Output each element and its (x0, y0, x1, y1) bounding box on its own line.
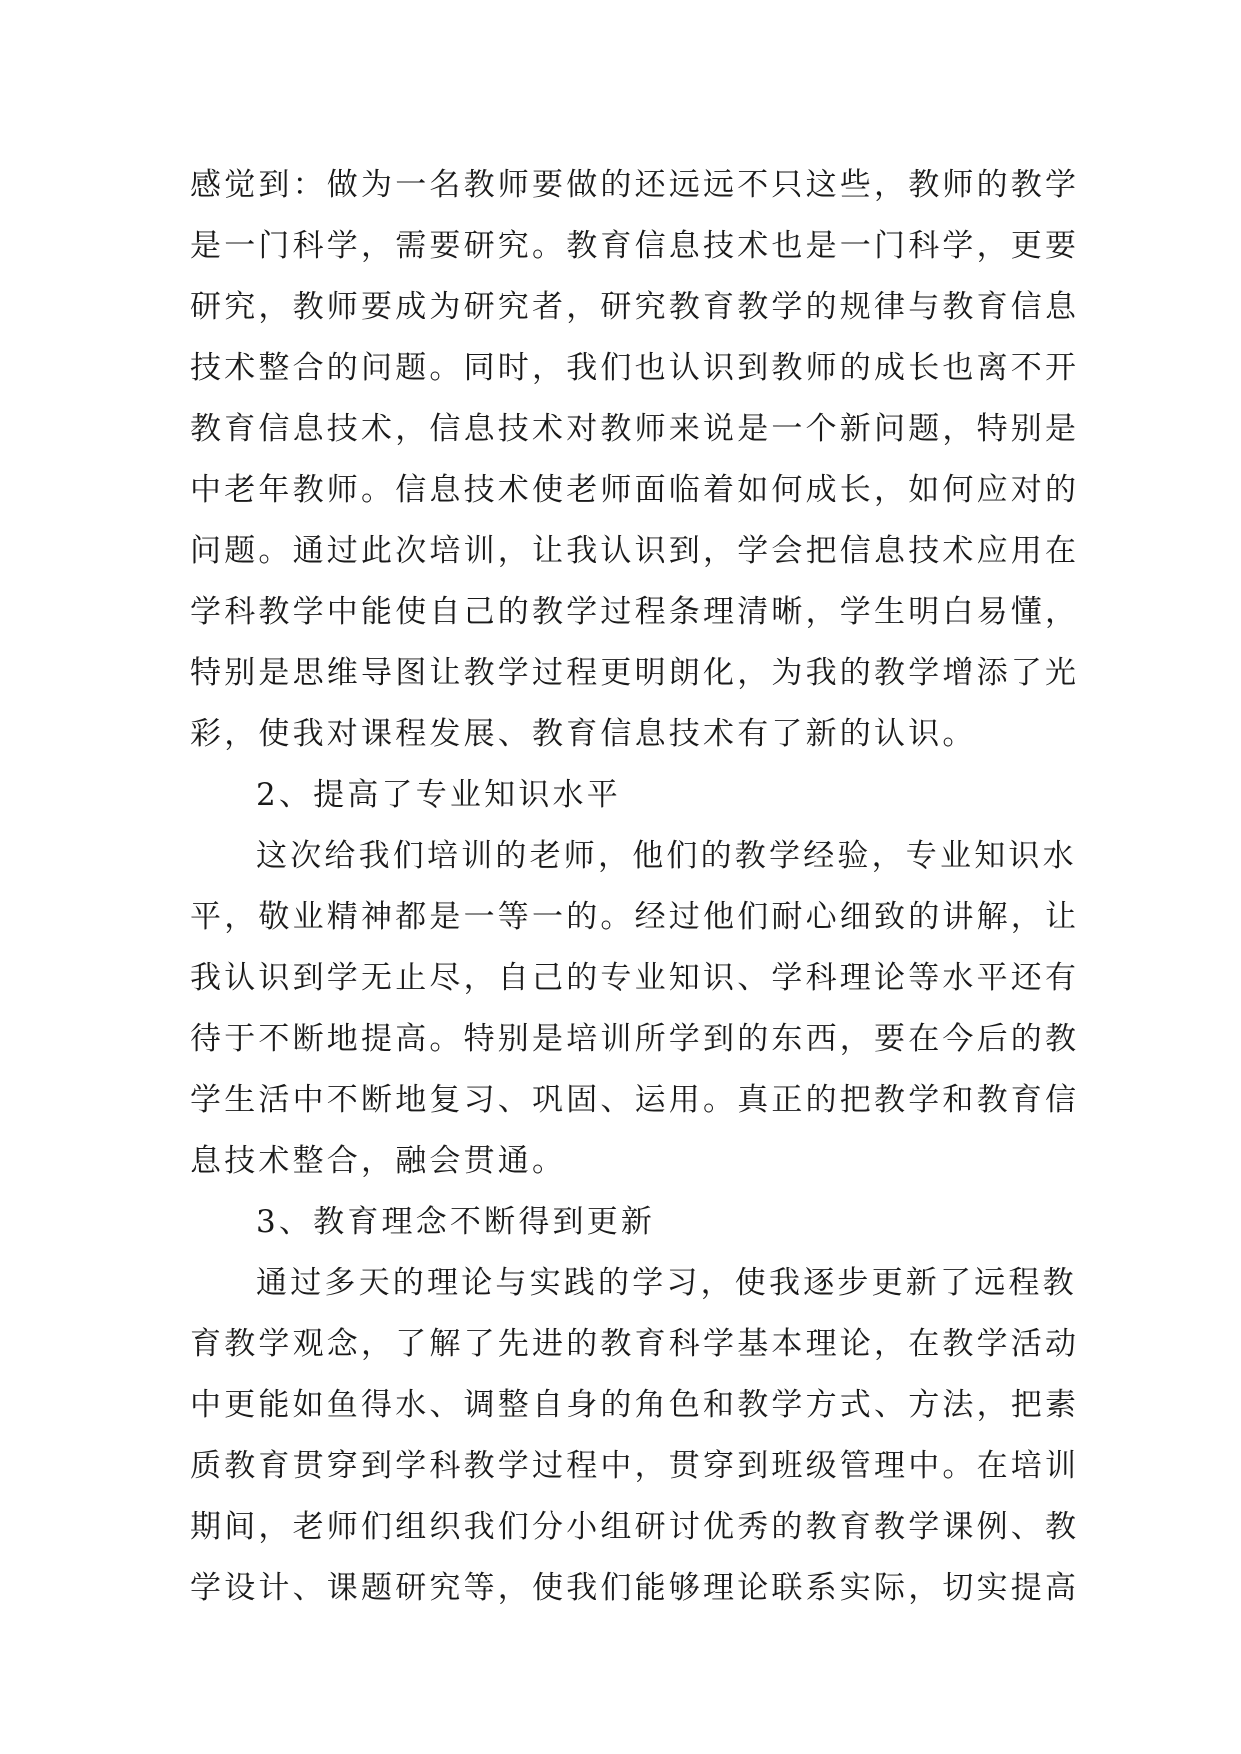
document-body (190, 155, 1080, 1619)
text-line: 学设计、课题研究等，使我们能够理论联系实际，切实提高 (190, 1570, 1080, 1606)
text-line: 技术整合的问题。同时，我们也认识到教师的成长也离不开 (190, 350, 1080, 386)
text-line: 期间，老师们组织我们分小组研讨优秀的教育教学课例、教 (190, 1509, 1080, 1545)
text-line: 学生活中不断地复习、巩固、运用。真正的把教学和教育信 (190, 1082, 1080, 1118)
text-line: 息技术整合，融会贯通。 (190, 1143, 567, 1179)
text-line: 待于不断地提高。特别是培训所学到的东西，要在今后的教 (190, 1021, 1080, 1057)
text-line: 这次给我们培训的老师，他们的教学经验，专业知识水 (256, 838, 1077, 874)
text-line: 中更能如鱼得水、调整自身的角色和教学方式、方法，把素 (190, 1387, 1080, 1423)
text-line: 2、提高了专业知识水平 (256, 777, 621, 813)
text-line: 中老年教师。信息技术使老师面临着如何成长，如何应对的 (190, 472, 1080, 508)
text-line: 平，敬业精神都是一等一的。经过他们耐心细致的讲解，让 (190, 899, 1080, 935)
text-line: 感觉到：做为一名教师要做的还远远不只这些，教师的教学 (190, 167, 1080, 203)
text-line: 学科教学中能使自己的教学过程条理清晰，学生明白易懂， (190, 594, 1080, 630)
text-line: 特别是思维导图让教学过程更明朗化，为我的教学增添了光 (190, 655, 1080, 691)
text-line: 我认识到学无止尽，自己的专业知识、学科理论等水平还有 (190, 960, 1080, 996)
text-line: 研究，教师要成为研究者，研究教育教学的规律与教育信息 (190, 289, 1080, 325)
text-line: 质教育贯穿到学科教学过程中，贯穿到班级管理中。在培训 (190, 1448, 1080, 1484)
text-line: 彩，使我对课程发展、教育信息技术有了新的认识。 (190, 716, 977, 752)
text-line: 通过多天的理论与实践的学习，使我逐步更新了远程教 (256, 1265, 1077, 1301)
text-line: 问题。通过此次培训，让我认识到，学会把信息技术应用在 (190, 533, 1080, 569)
text-line: 是一门科学，需要研究。教育信息技术也是一门科学，更要 (190, 228, 1080, 264)
text-line: 3、教育理念不断得到更新 (256, 1204, 656, 1240)
text-line: 育教学观念，了解了先进的教育科学基本理论，在教学活动 (190, 1326, 1080, 1362)
text-line: 教育信息技术，信息技术对教师来说是一个新问题，特别是 (190, 411, 1080, 447)
